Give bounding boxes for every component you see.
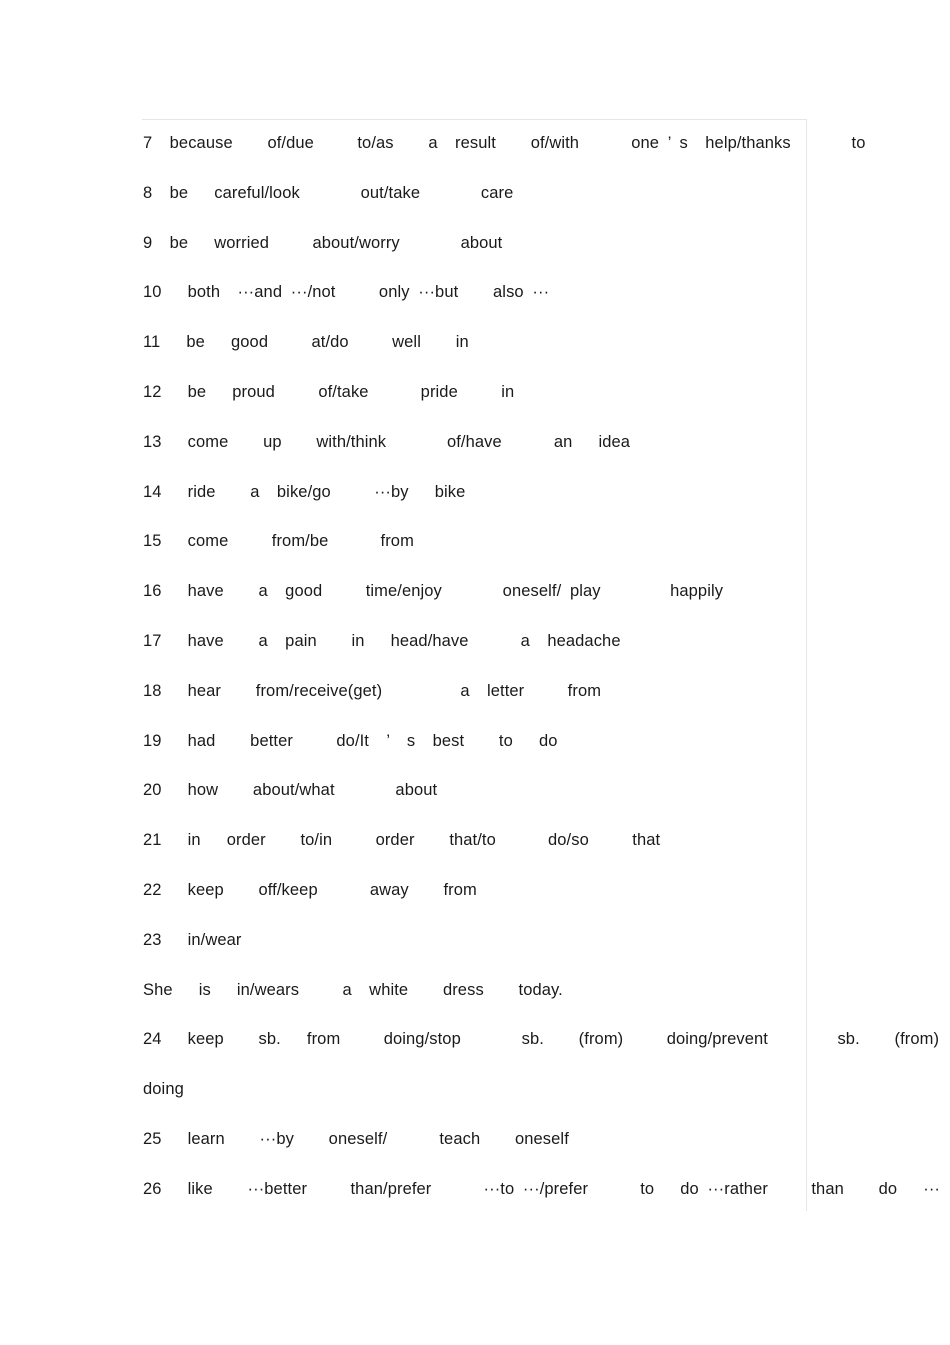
- text-line: She is in/wears a white dress today.: [143, 980, 563, 999]
- text-line: 15 come from/be from: [143, 532, 414, 551]
- text-line: 24 keep sb. from doing/stop sb. (from) doing/prevent sb. (from): [143, 1030, 940, 1049]
- text-line: doing: [143, 1080, 184, 1099]
- text-line: 8 be careful/look out/take care: [143, 183, 514, 202]
- document-body: [143, 131, 941, 1227]
- text-line: 10 both ···and ···/not only ···but also ···: [143, 283, 550, 302]
- text-line: 19 had better do/It ’ s best to do: [143, 731, 558, 750]
- text-line: 18 hear from/receive(get) a letter from: [143, 681, 602, 700]
- text-line: 7 because of/due to/as a result of/with one ’ s help/thanks to: [143, 134, 866, 152]
- text-line: 26 like ···better than/prefer ···to ···/prefer to do ···rather than do ···: [143, 1179, 941, 1198]
- text-line: 14 ride a bike/go ···by bike: [143, 482, 466, 501]
- text-line: 16 have a good time/enjoy oneself/ play happily: [143, 582, 724, 601]
- text-line: 12 be proud of/take pride in: [143, 382, 515, 401]
- text-line: 11 be good at/do well in: [143, 333, 469, 352]
- text-line: 9 be worried about/worry about: [143, 233, 503, 252]
- text-line: 17 have a pain in head/have a headache: [143, 631, 621, 650]
- text-line: 20 how about/what about: [143, 781, 438, 800]
- text-line: 13 come up with/think of/have an idea: [143, 432, 631, 451]
- text-line: 23 in/wear: [143, 930, 242, 949]
- text-line: 21 in order to/in order that/to do/so that: [143, 831, 661, 850]
- text-line: 25 learn ···by oneself/ teach oneself: [143, 1129, 569, 1148]
- text-line: 22 keep off/keep away from: [143, 880, 477, 899]
